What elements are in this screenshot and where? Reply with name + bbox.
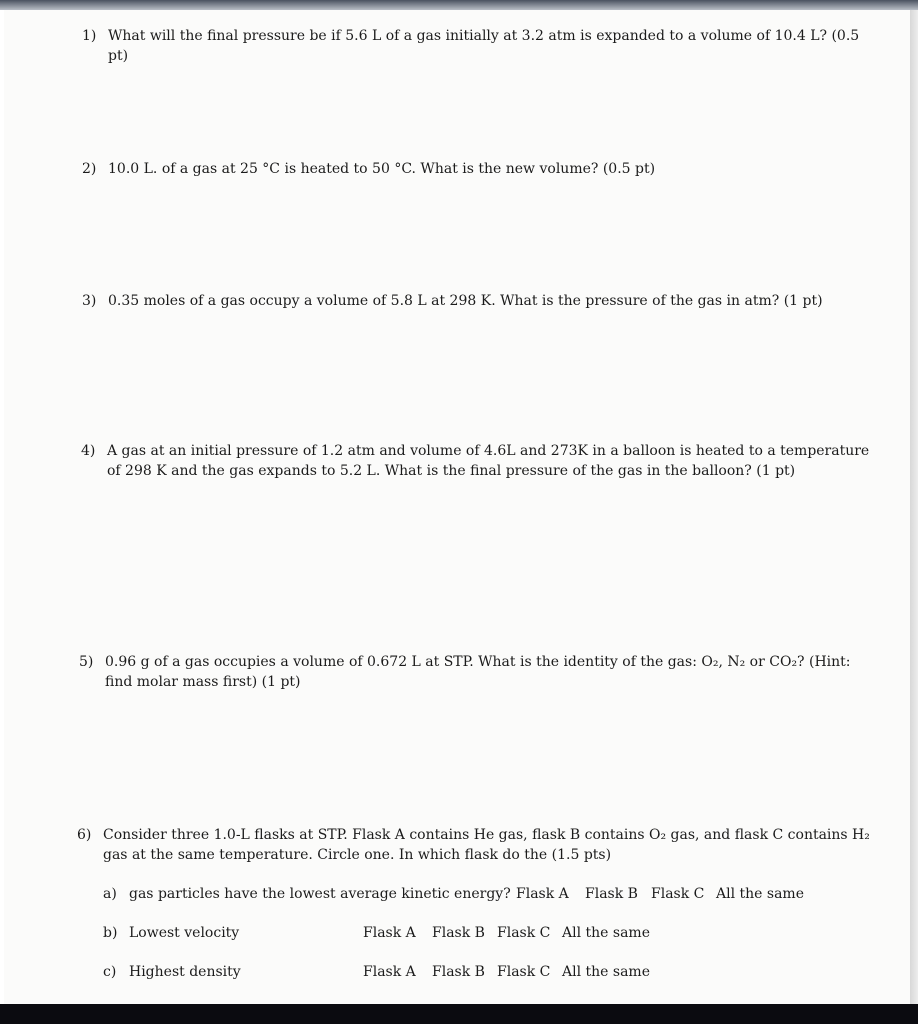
- question-line: A gas at an initial pressure of 1.2 atm and volume of 4.6L and 273K in a balloon is heated to a temperature: [107, 443, 870, 459]
- choice-flask-b[interactable]: Flask B: [585, 886, 638, 902]
- question-text: [105, 652, 851, 692]
- subpart-a: [103, 884, 511, 904]
- choice-flask-c[interactable]: Flask C: [497, 925, 551, 941]
- scan-bottom-edge: [0, 1004, 918, 1024]
- question-text: [108, 159, 655, 179]
- question-line: pt): [108, 48, 129, 64]
- question-line: 0.35 moles of a gas occupy a volume of 5.8 L at 298 K. What is the pressure of the gas in atm? (1 pt): [108, 293, 823, 309]
- choice-flask-b[interactable]: Flask B: [432, 964, 485, 980]
- question-line: Consider three 1.0-L flasks at STP. Flask A contains He gas, flask B contains O₂ gas, and flask C contains H₂: [103, 827, 870, 843]
- question-line: 10.0 L. of a gas at 25 °C is heated to 50 °C. What is the new volume? (0.5 pt): [108, 161, 656, 177]
- subpart-text: Lowest velocity: [129, 925, 240, 941]
- subpart-c: [103, 962, 241, 982]
- choice-flask-a[interactable]: Flask A: [516, 886, 569, 902]
- subpart-b: [103, 923, 240, 943]
- subpart-text: gas particles have the lowest average kinetic energy?: [129, 886, 511, 902]
- scan-top-edge: [0, 0, 918, 10]
- question-text: [103, 825, 870, 865]
- question-number: 2): [82, 161, 97, 177]
- question-number: 5): [79, 654, 94, 670]
- choice-all-same[interactable]: All the same: [716, 886, 804, 902]
- question-number: 4): [81, 443, 96, 459]
- question-line: of 298 K and the gas expands to 5.2 L. What is the final pressure of the gas in the balloon? (1 pt): [107, 463, 796, 479]
- question-line: gas at the same temperature. Circle one. In which flask do the (1.5 pts): [103, 847, 612, 863]
- scan-right-edge: [910, 10, 918, 1004]
- question-number: 1): [82, 28, 97, 44]
- question-number: 3): [82, 293, 97, 309]
- subpart-label: c): [103, 964, 117, 980]
- subpart-label: a): [103, 886, 117, 902]
- choice-flask-b[interactable]: Flask B: [432, 925, 485, 941]
- question-text: [107, 441, 869, 481]
- question-line: 0.96 g of a gas occupies a volume of 0.672 L at STP. What is the identity of the gas: O₂, N₂ or CO₂? (Hint:: [105, 654, 851, 670]
- choice-all-same[interactable]: All the same: [562, 964, 650, 980]
- question-text: [108, 291, 823, 311]
- choice-all-same[interactable]: All the same: [562, 925, 650, 941]
- choice-flask-a[interactable]: Flask A: [363, 964, 416, 980]
- subpart-text: Highest density: [129, 964, 241, 980]
- choice-flask-a[interactable]: Flask A: [363, 925, 416, 941]
- question-number: 6): [77, 827, 92, 843]
- subpart-label: b): [103, 925, 118, 941]
- question-text: [108, 26, 859, 66]
- choice-flask-c[interactable]: Flask C: [651, 886, 705, 902]
- question-line: find molar mass first) (1 pt): [105, 674, 301, 690]
- question-line: What will the final pressure be if 5.6 L of a gas initially at 3.2 atm is expanded to a volume of 10.4 L? (0.5: [108, 28, 860, 44]
- choice-flask-c[interactable]: Flask C: [497, 964, 551, 980]
